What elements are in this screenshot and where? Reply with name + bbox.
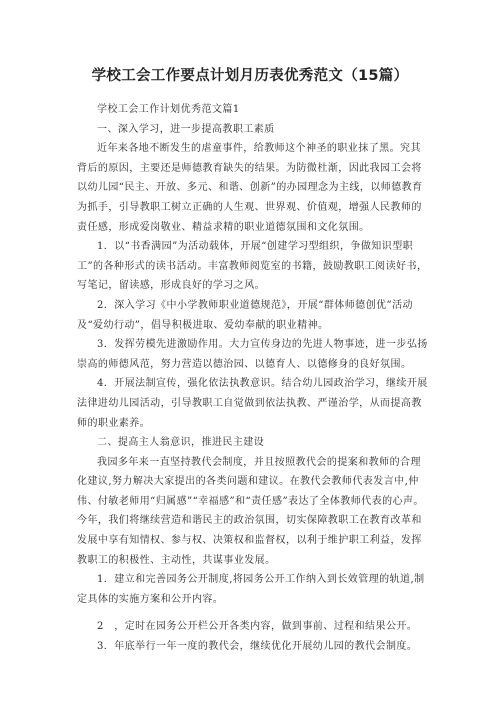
subsection-heading: 二、提高主人翁意识，推进民主建设 [97,437,265,449]
body-paragraph: 近年来各地不断发生的虐童事件，给教师这个神圣的职业抹了黑。究其背后的原因，主要还是师德教育缺失的结果。为防微杜渐，因此我园工会将以幼儿园“民主、开放、多元、和谐、创新”的办园理念为主线，以师德教育为抓手，引导教职工树立正确的人生观、世界观、价值观，增强人民教师的责任感，形成爱岗敬业、精益求精的职业道德氛围和文化氛围。 [77,143,423,233]
section-heading: 学校工会工作计划优秀范文篇1 [97,104,240,115]
document-body [77,100,429,657]
list-item: 1．以“书香满园”为活动载体，开展“创建学习型组织，争做知识型职工”的各种形式的读书活动。丰富教师阅览室的书籍，鼓励教职工阅读好书，写笔记，留读感，形成良好的学习之风。 [77,241,428,292]
list-item: 3．发挥劳模先进激励作用。大力宣传身边的先进人物事迹，进一步弘扬崇高的师德风范，努力营造以德治园、以德育人、以德修身的良好氛围。 [77,339,428,370]
list-item: 2 ，定时在园务公开栏公开各类内容，做到事前、过程和结果公开。 [97,621,418,633]
list-item: 1．建立和完善园务公开制度,将园务公开工作纳入到长效管理的轨道,制定具体的实施方案和公开内容。 [77,574,425,605]
document-title: 学校工会工作要点计划月历表优秀范文（15篇） [91,68,409,84]
body-paragraph: 我园多年来一直坚持教代会制度，并且按照教代会的提案和教师的合理化建议,努力解决大家提出的各类问题和建议。在教代会教师代表发言中,仲伟、付敏老师用“归属感”“幸福感”和“责任感”表达了全体教师代表的心声。今年，我们将继续营造和谐民主的政治氛围，切实保障教职工在教育改革和发展中享有知情权、参与权、决策权和监督权，以利于维护职工利益，发挥教职工的积极性、主动性，共谋事业发展。 [77,456,424,566]
list-item: 2．深入学习《中小学教师职业道德规范》，开展“群体师德创优”活动及“爱幼行动”，倡导积极进取、爱幼奉献的职业精神。 [77,299,413,331]
list-item: 3．年底举行一年一度的教代会，继续优化开展幼儿园的教代会制度。 [97,641,418,653]
list-item: 4．开展法制宣传，强化依法执教意识。结合幼儿园政治学习，继续开展法律进幼儿园活动，引导教职工自觉做到依法执教、严谨治学，从而提高教师的职业素养。 [77,378,428,429]
subsection-heading: 一、深入学习，进一步提高教职工素质 [97,123,275,135]
